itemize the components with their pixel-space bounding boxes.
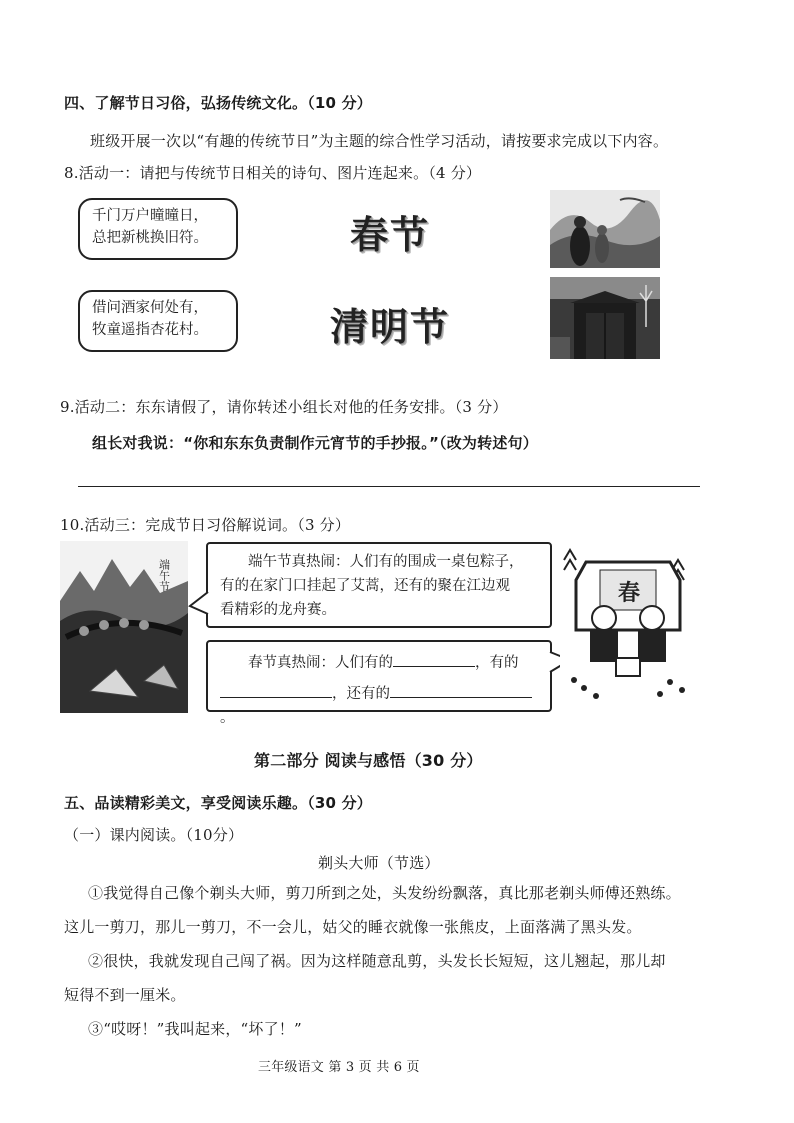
dragon-boat-picture[interactable] [60, 541, 188, 713]
poem2-line1: 借问酒家何处有， [92, 300, 208, 316]
spring-char: 春 [618, 580, 641, 606]
page-footer: 三年级语文 第 3 页 共 6 页 [258, 1060, 420, 1075]
spring-blank-3[interactable] [390, 681, 532, 698]
section5-heading: 五、品读精彩美文，享受阅读乐趣。（30 分） [64, 794, 372, 812]
spring-gate-picture[interactable] [550, 277, 660, 359]
duanwu-line3: 看精彩的龙舟赛。 [220, 602, 336, 618]
bubble1-pointer [188, 590, 210, 618]
passage-title: 剃头大师（节选） [318, 854, 440, 872]
section5-sub: （一）课内阅读。（10分） [64, 826, 244, 844]
spring-bubble [206, 640, 552, 726]
duanwu-line2: 有的在家门口挂起了艾蒿，还有的聚在江边观 [220, 578, 510, 594]
spring-blank-1[interactable] [393, 650, 475, 667]
q9-answer-line[interactable] [78, 486, 700, 487]
poem-box-2[interactable] [78, 290, 238, 352]
festival-qingming[interactable]: 清明节 [330, 304, 451, 349]
spring-blank-2[interactable] [220, 681, 332, 698]
duanwu-line1: 端午节真热闹：人们有的围成一桌包粽子， [248, 554, 524, 570]
q9-prompt: 9.活动二：东东请假了，请你转述小组长对他的任务安排。（3 分） [60, 398, 508, 416]
q8-prompt: 8.活动一：请把与传统节日相关的诗句、图片连起来。（4 分） [64, 164, 482, 182]
passage-p1-line1: ①我觉得自己像个剃头大师，剪刀所到之处，头发纷纷飘落，真比那老剃头师傅还熟练。 [88, 884, 681, 902]
festival-spring[interactable]: 春节 [350, 212, 431, 257]
q10-prompt: 10.活动三：完成节日习俗解说词。（3 分） [60, 516, 351, 534]
passage-p2-line1: ②很快，我就发现自己闯了祸。因为这样随意乱剪，头发长长短短，这儿翘起，那儿却 [88, 952, 666, 970]
poem-box-1[interactable] [78, 198, 238, 260]
passage-p3: ③“哎呀！”我叫起来，“坏了！” [88, 1020, 302, 1038]
spring-text-3: ，还有的 [332, 686, 390, 702]
passage-p1-line2: 这儿一剪刀，那儿一剪刀，不一会儿，姑父的睡衣就像一张熊皮，上面落满了黑头发。 [64, 918, 642, 936]
spring-text-end: 。 [220, 710, 235, 726]
spring-festival-picture[interactable] [560, 540, 696, 706]
section4-heading: 四、了解节日习俗，弘扬传统文化。（10 分） [64, 94, 372, 112]
section4-intro: 班级开展一次以“有趣的传统节日”为主题的综合性学习活动，请按要求完成以下内容。 [90, 132, 669, 150]
q9-quote: 组长对我说：“你和东东负责制作元宵节的手抄报。”（改为转述句） [92, 434, 538, 452]
poem1-line1: 千门万户曈曈日， [92, 208, 208, 224]
part2-heading: 第二部分 阅读与感悟（30 分） [254, 751, 483, 770]
qingming-ink-picture[interactable] [550, 190, 660, 268]
poem1-line2: 总把新桃换旧符。 [92, 230, 208, 246]
dragon-boat-label: 端午节 [157, 559, 171, 592]
duanwu-bubble [206, 542, 552, 628]
spring-text-2: ，有的 [475, 655, 519, 671]
passage-p2-line2: 短得不到一厘米。 [64, 986, 186, 1004]
poem2-line2: 牧童遥指杏花村。 [92, 322, 208, 338]
spring-text-1: 春节真热闹：人们有的 [248, 655, 393, 671]
